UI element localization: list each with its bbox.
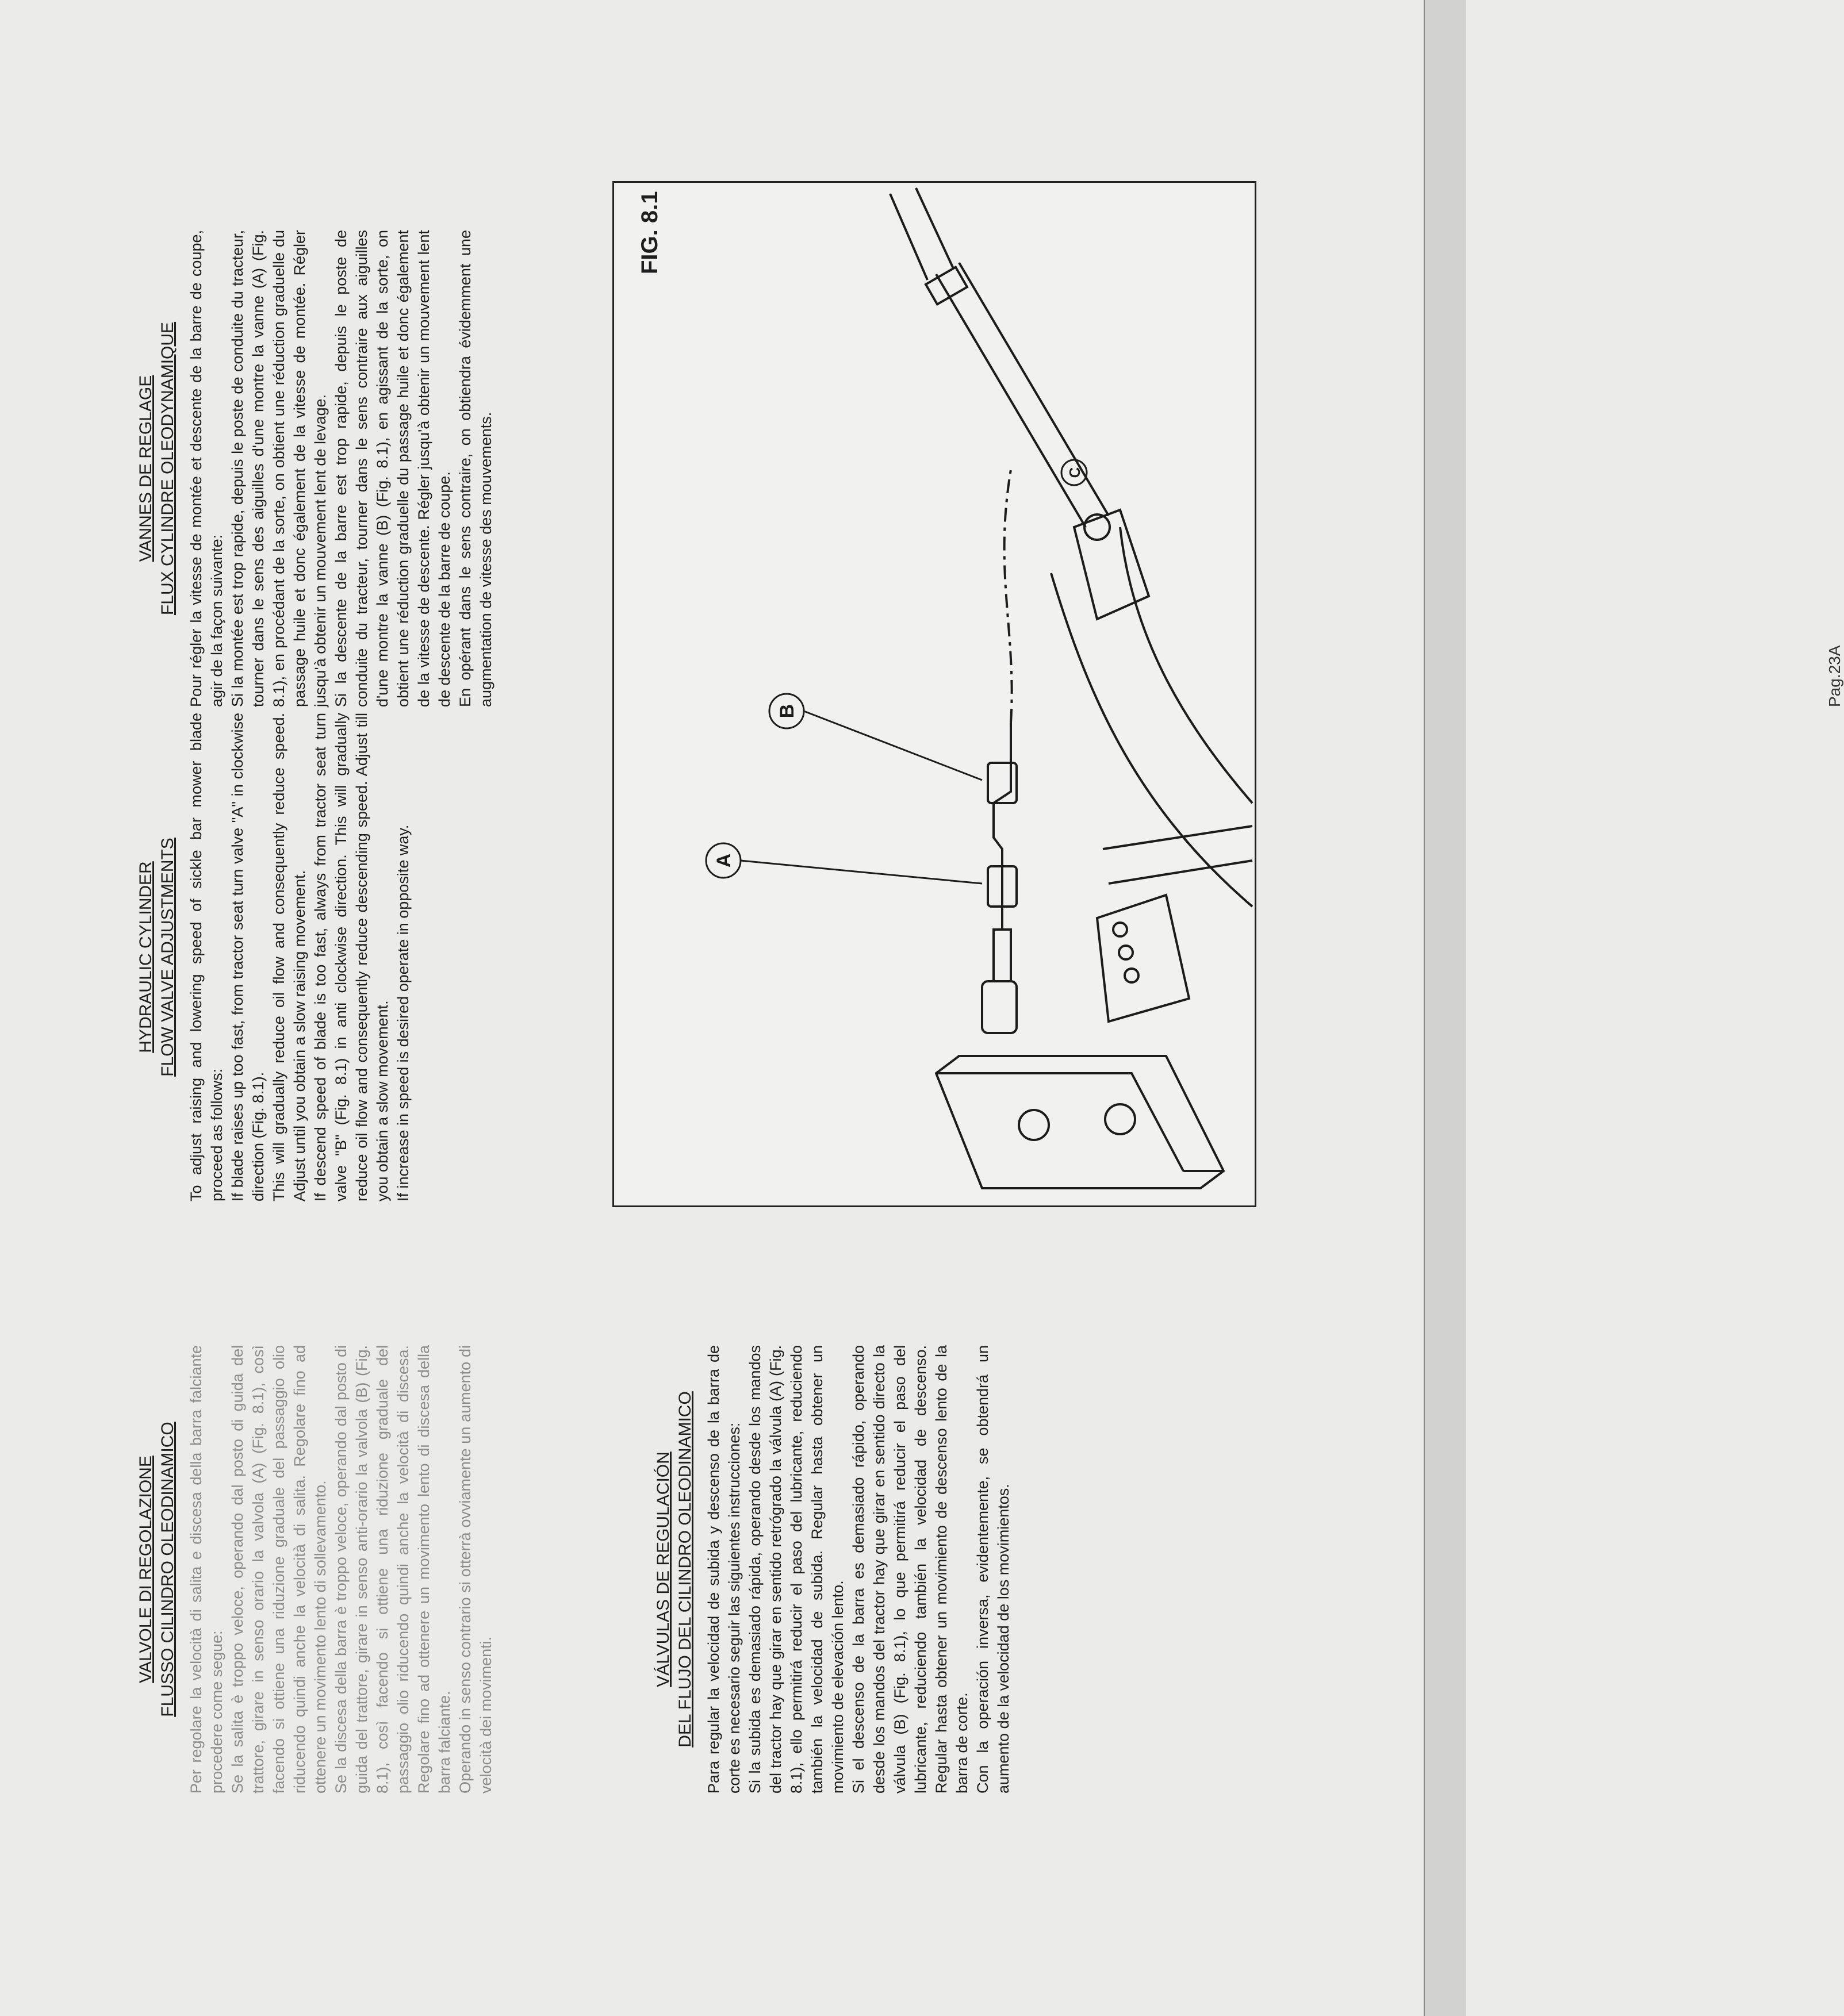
bracket-block (936, 1056, 1224, 1188)
bolt (1105, 1104, 1135, 1134)
callout-leader-a (741, 861, 982, 884)
french-title: VANNES DE REGLAGE (136, 375, 155, 562)
rotated-page (78, 0, 1843, 1926)
section-french (135, 230, 496, 707)
callout-a-label: A (713, 853, 735, 868)
english-subtitle: FLOW VALVE ADJUSTMENTS (158, 838, 177, 1077)
english-title: HYDRAULIC CYLINDER (136, 861, 155, 1053)
callout-b-label: B (776, 704, 798, 719)
italian-title: VALVOLE DI REGOLAZIONE (136, 1456, 155, 1683)
bolt (1019, 1110, 1049, 1140)
scanner-edge (1425, 0, 1466, 2016)
spanish-paragraph: Con la operación inversa, evidentemente, se obtendrá un aumento de la velocidad de los movimientos. (974, 1345, 1012, 1794)
french-paragraph: En opérant dans le sens contraire, on obtiendra évidemment une augmentation de vitesse des mouvements. (457, 230, 494, 707)
spanish-subtitle: DEL FLUJO DEL CILINDRO OLEODINAMICO (676, 1391, 695, 1748)
french-subtitle: FLUX CYLINDRE OLEODYNAMIQUE (158, 321, 177, 616)
french-paragraph: Si la montée est trop rapide, depuis le poste de conduite du tracteur, tourner dans le sens des aiguilles d'une montre la vanne (A) (Fig. 8.1), en procédant de la sorte, on obtient une réduction graduelle du passage huile et donc également de la vitesse de montée. Régler jusqu'à obtenir un mouvement lent de levage. (229, 230, 329, 707)
section-english (135, 713, 413, 1201)
section-italian (135, 1345, 496, 1794)
page-edge-line (1424, 0, 1425, 2016)
page-number: Pag.23A (1826, 645, 1843, 707)
callout-leader-b (804, 711, 982, 780)
english-paragraph: To adjust raising and lowering speed of sickle bar mower blade proceed as follows: (187, 713, 225, 1201)
french-paragraph: Si la descente de la barre est trop rapide, depuis le poste de conduite du tracteur, tourner dans le sens contraire aux aiguilles d'une montre la vanne (B) (Fig. 8.1), en agissant de la sorte, on obtient une réduction graduelle du passage huile et donc également de la vitesse de descente. Régler jusqu'à obtenir un mouvement lent de descente de la barre de coupe. (332, 230, 453, 707)
hydraulic-valve-illustration (614, 183, 1255, 1205)
english-paragraph: If blade raises up too fast, from tractor seat turn valve "A" in clockwise direction (Fig. 8.1). (229, 713, 267, 1201)
figure-caption: FIG. 8.1 (637, 191, 662, 274)
italian-paragraph: Per regolare la velocità di salita e discesa della barra falciante procedere come segue: (187, 1345, 225, 1794)
italian-paragraph: Se la discesa della barra è troppo veloce, operando dal posto di guida del trattore, girare in senso anti-orario la valvola (B) (Fig. 8.1), così facendo si ottiene una riduzione graduale del passaggio olio riducendo quindi anche la velocità di discesa. Regolare fino ad ottenere un movimento lento di discesa della barra falciante. (332, 1345, 453, 1794)
english-paragraph: If increase in speed is desired operate in opposite way. (394, 824, 412, 1201)
spanish-paragraph: Si la subida es demasiado rápida, operando desde los mandos del tractor hay que girar en sentido retrógrado la válvula (A) (Fig. 8.1), ello permitirá reducir el paso del lubricante, reduciendo también la velocidad de subida. Regular hasta obtener un movimiento de elevación lento. (746, 1345, 846, 1794)
italian-subtitle: FLUSSO CILINDRO OLEODINAMICO (158, 1422, 177, 1717)
english-paragraph: If descend speed of blade is too fast, always from tractor seat turn valve "B" (Fig. 8.1) in anti clockwise direction. This will gradually reduce oil flow and consequently reduce descending speed. Adjust till you obtain a slow movement. (312, 713, 391, 1201)
figure-8-1 (612, 181, 1256, 1207)
french-paragraph: Pour régler la vitesse de montée et descente de la barre de coupe, agir de la façon suivante: (187, 230, 225, 707)
callout-c-label: C (1066, 467, 1083, 478)
italian-paragraph: Se la salita è troppo veloce, operando dal posto di guida del trattore, girare in senso orario la valvola (A) (Fig. 8.1), così facendo si ottiene una riduzione graduale del passaggio olio riducendo quindi anche la velocità di salita. Regolare fino ad ottenere un movimento lento di sollevamento. (229, 1345, 329, 1794)
valve-body (982, 981, 1017, 1033)
section-spanish (653, 1345, 1014, 1794)
spanish-paragraph: Si el descenso de la barra es demasiado rápido, operando desde los mandos del tractor hay que girar en sentido directo la válvula (B) (Fig. 8.1), lo que permitirá reducir el paso del lubricante, reduciendo también la velocidad de descenso. Regular hasta obtener un movimiento de descenso lento de la barra de corte. (850, 1345, 971, 1794)
spanish-paragraph: Para regular la velocidad de subida y descenso de la barra de corte es necesario seguir las siguientes instrucciones: (705, 1345, 743, 1794)
english-paragraph: This will gradually reduce oil flow and consequently reduce speed. Adjust until you obtain a slow raising movement. (270, 713, 308, 1201)
spanish-title: VÁLVULAS DE REGULACIÓN (654, 1451, 673, 1687)
italian-paragraph: Operando in senso contrario si otterrà ovviamente un aumento di velocità dei movimenti. (457, 1345, 494, 1794)
hydraulic-hose (994, 723, 1011, 930)
